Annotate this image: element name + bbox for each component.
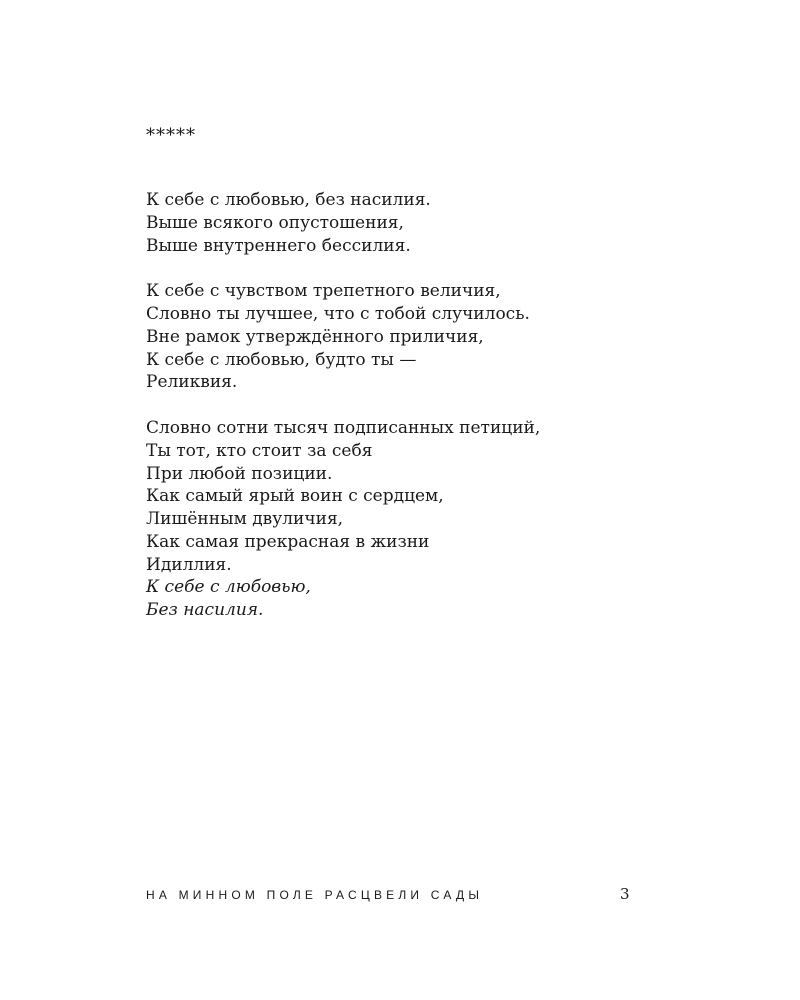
- poem-line: К себе с любовью, будто ты —: [146, 349, 417, 370]
- running-footer-book-title: НА МИННОМ ПОЛЕ РАСЦВЕЛИ САДЫ: [146, 888, 484, 902]
- stanza-3: [146, 417, 666, 622]
- poem-line: Словно сотни тысяч подписанных петиций,: [146, 418, 541, 438]
- stanza-1: [146, 189, 666, 257]
- poem-line: Выше внутреннего бессилия.: [146, 235, 411, 256]
- poem-line: Выше всякого опустошения,: [146, 212, 404, 233]
- stanza-2: [146, 280, 666, 394]
- poem-line: Словно ты лучшее, что с тобой случилось.: [146, 304, 530, 324]
- poem-line: Ты тот, кто стоит за себя: [146, 440, 373, 461]
- section-marker: *****: [146, 125, 196, 146]
- poem-line: Вне рамок утверждённого приличия,: [146, 326, 484, 347]
- poem-body: [146, 189, 666, 645]
- poem-line: Идиллия.: [146, 554, 232, 575]
- page-number: 3: [620, 885, 630, 903]
- poem-line: Как самая прекрасная в жизни: [146, 531, 430, 552]
- poem-line: При любой позиции.: [146, 463, 333, 484]
- poem-line-italic: К себе с любовью,: [146, 577, 311, 598]
- poem-line: Реликвия.: [146, 372, 238, 393]
- poem-line-italic: Без насилия.: [146, 600, 264, 620]
- poem-line: К себе с любовью, без насилия.: [146, 190, 431, 210]
- poem-line: Лишённым двуличия,: [146, 509, 344, 529]
- poem-line: Как самый ярый воин с сердцем,: [146, 486, 444, 507]
- poem-line: К себе с чувством трепетного величия,: [146, 281, 501, 302]
